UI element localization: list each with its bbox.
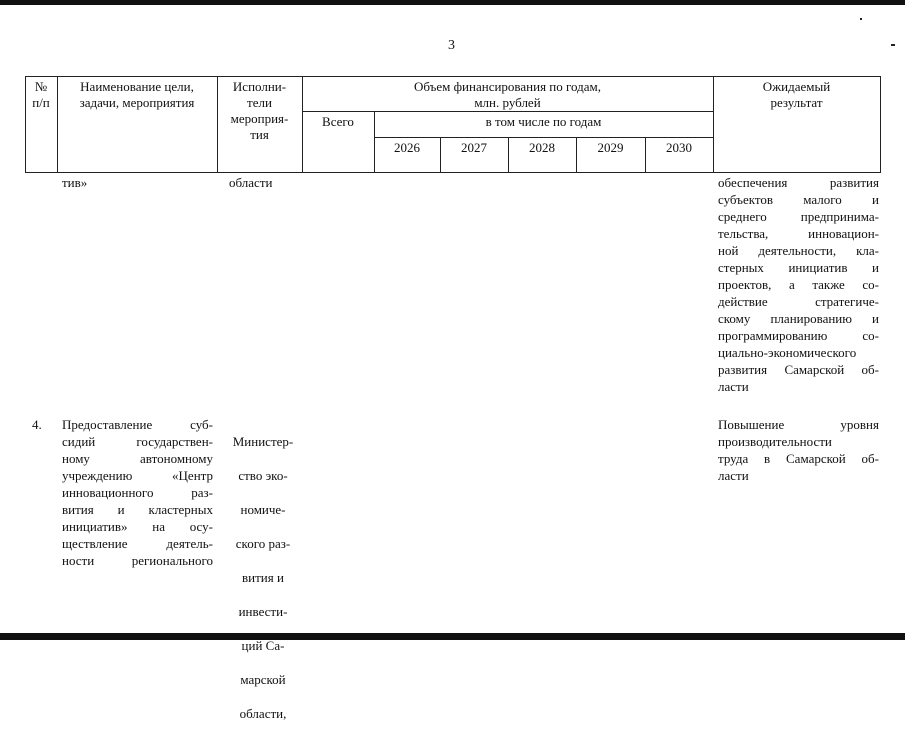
header-result: Ожидаемый результат [762,79,831,110]
text-line: ному автономному [62,451,213,466]
text-line: инвести- [238,604,288,619]
header-year: 2028 [529,140,555,155]
header-year: 2026 [394,140,420,155]
header-year: 2030 [666,140,692,155]
header-by-years: в том числе по годам [485,114,602,129]
text-line: вития и [242,570,284,585]
row-name [62,416,213,569]
text-line: действие стратегиче- [718,294,879,309]
header-sub-line [374,111,713,112]
text-line: тельства, инновацион- [718,226,879,241]
text-line: ство эко- [238,468,288,483]
executor-continuation: области [229,175,273,190]
name-continuation: тив» [62,175,88,190]
text-line: ций Са- [241,638,285,653]
header-year: 2027 [461,140,487,155]
text-line: марской [240,672,286,687]
text-line: вития и кластерных [62,502,213,517]
header-funding: Объем финансирования по годам, млн. рублей [413,79,602,110]
header-bottom-line [25,172,881,173]
text-line: инновационного раз- [62,485,213,500]
scan-mark [891,44,895,46]
text-line: программированию со- [718,328,879,343]
col-line [880,76,881,173]
text-line: Повышение уровня [718,417,879,432]
bottom-border [0,633,905,640]
header-sub-line [374,137,713,138]
scan-mark [860,18,862,20]
text-line: ществление деятель- [62,536,213,551]
text-line: ности регионального [62,553,213,568]
text-line: скому планированию и [718,311,879,326]
text-line: учреждению «Центр [62,468,213,483]
row-number: 4. [32,417,42,432]
text-line: развития Самарской об- [718,362,879,377]
text-line: области, [239,706,287,721]
text-line: труда в Самарской об- [718,451,879,466]
text-line: ласти [718,379,749,394]
header-num: № п/п [32,79,50,110]
text-line: ной деятельности, кла- [718,243,879,258]
text-line: номиче- [240,502,286,517]
text-line: циально-экономического [718,345,857,360]
text-line: сидий государствен- [62,434,213,449]
text-line: стерных инициатив и [718,260,879,275]
table-top-line [25,76,881,77]
text-line: производительности [718,434,832,449]
text-line: обеспечения развития [718,175,879,190]
top-border [0,0,905,5]
text-line: Предоставление суб- [62,417,213,432]
text-line: среднего предпринима- [718,209,879,224]
page-number: 3 [448,38,455,53]
header-year: 2029 [597,140,624,155]
header-total: Всего [322,114,354,129]
header-executors: Исполни- тели мероприя- тия [230,79,289,142]
text-line: проектов, а также со- [718,277,879,292]
header-sub-line [302,111,374,112]
row-executor [226,416,300,739]
text-line: ского раз- [235,536,291,551]
text-line: Министер- [232,434,294,449]
row-result [718,416,879,484]
text-line: субъектов малого и [718,192,879,207]
result-continuation [718,174,879,395]
text-line: инициатив» на осу- [62,519,213,534]
text-line: ласти [718,468,749,483]
header-name: Наименование цели, задачи, мероприятия [79,79,195,110]
